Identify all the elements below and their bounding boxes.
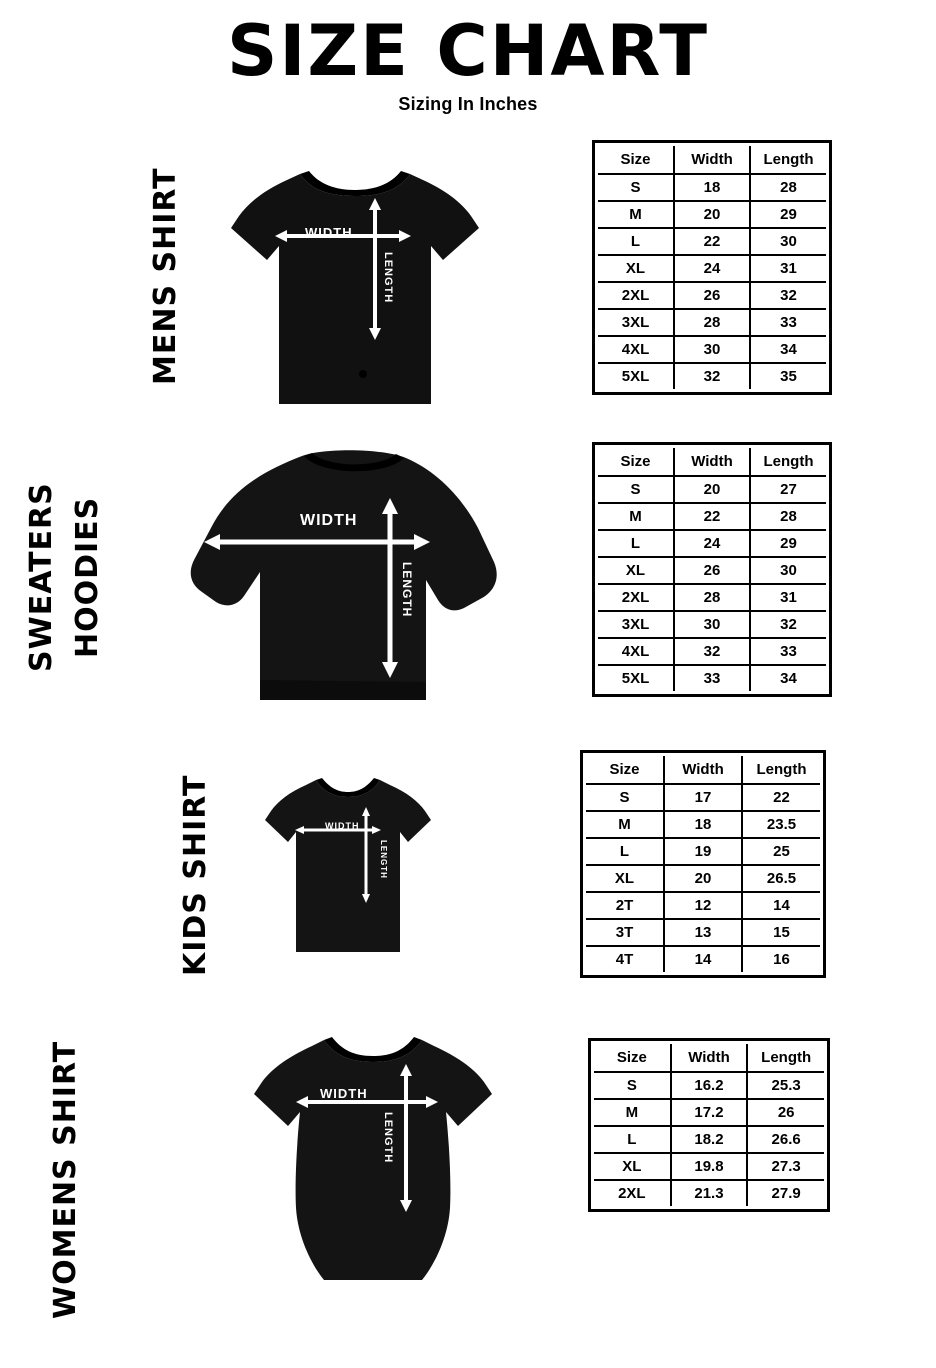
section-kids-shirt <box>0 742 936 1007</box>
col-width: Width <box>664 756 742 784</box>
cell-size: L <box>594 1126 671 1153</box>
section-label-hoodies: HOODIES <box>70 496 105 658</box>
mens-size-table <box>598 146 826 389</box>
cell-width: 20 <box>664 865 742 892</box>
cell-length: 14 <box>742 892 820 919</box>
cell-size: S <box>586 784 664 811</box>
table-row <box>586 811 820 838</box>
col-size: Size <box>598 146 674 174</box>
cell-size: M <box>594 1099 671 1126</box>
col-width: Width <box>674 448 750 476</box>
col-size: Size <box>586 756 664 784</box>
cell-length: 27.9 <box>747 1180 824 1206</box>
cell-length: 16 <box>742 946 820 972</box>
cell-size: L <box>586 838 664 865</box>
cell-width: 20 <box>674 476 750 503</box>
table-row <box>594 1153 824 1180</box>
cell-length: 30 <box>750 557 826 584</box>
col-length: Length <box>747 1044 824 1072</box>
table-row <box>598 336 826 363</box>
cell-size: XL <box>598 557 674 584</box>
table-row <box>594 1072 824 1099</box>
table-header-row <box>598 448 826 476</box>
col-width: Width <box>674 146 750 174</box>
table-row <box>598 255 826 282</box>
cell-size: 3XL <box>598 309 674 336</box>
cell-width: 28 <box>674 584 750 611</box>
womens-size-table-wrap <box>588 1038 830 1212</box>
womens-size-table <box>594 1044 824 1206</box>
table-row <box>594 1126 824 1153</box>
table-row <box>598 665 826 691</box>
cell-size: 2XL <box>598 282 674 309</box>
cell-length: 32 <box>750 611 826 638</box>
womens-length-label: LENGTH <box>382 1112 394 1164</box>
cell-length: 27.3 <box>747 1153 824 1180</box>
table-row <box>598 530 826 557</box>
table-row <box>586 892 820 919</box>
cell-length: 29 <box>750 530 826 557</box>
table-row <box>598 476 826 503</box>
cell-length: 34 <box>750 665 826 691</box>
kids-size-table-wrap <box>580 750 826 978</box>
cell-size: XL <box>594 1153 671 1180</box>
table-header-row <box>594 1044 824 1072</box>
table-row <box>598 638 826 665</box>
cell-width: 26 <box>674 282 750 309</box>
cell-size: S <box>598 174 674 201</box>
table-row <box>598 282 826 309</box>
cell-size: XL <box>586 865 664 892</box>
mens-width-label: WIDTH <box>305 225 353 240</box>
cell-size: 2XL <box>594 1180 671 1206</box>
table-row <box>586 919 820 946</box>
cell-width: 19.8 <box>671 1153 748 1180</box>
cell-width: 18 <box>664 811 742 838</box>
cell-length: 25 <box>742 838 820 865</box>
table-row <box>598 584 826 611</box>
cell-length: 28 <box>750 503 826 530</box>
cell-length: 32 <box>750 282 826 309</box>
section-mens-shirt <box>0 130 936 430</box>
cell-size: XL <box>598 255 674 282</box>
kids-length-label: LENGTH <box>379 840 388 879</box>
table-row <box>594 1099 824 1126</box>
cell-width: 33 <box>674 665 750 691</box>
section-label-kids-shirt: KIDS SHIRT <box>178 774 213 976</box>
mens-width-arrow <box>195 136 515 416</box>
sweaters-size-table <box>598 448 826 691</box>
cell-size: S <box>598 476 674 503</box>
cell-length: 28 <box>750 174 826 201</box>
cell-size: L <box>598 530 674 557</box>
cell-width: 19 <box>664 838 742 865</box>
table-row <box>598 309 826 336</box>
col-size: Size <box>594 1044 671 1072</box>
cell-size: 3T <box>586 919 664 946</box>
cell-length: 26.6 <box>747 1126 824 1153</box>
table-header-row <box>586 756 820 784</box>
cell-width: 32 <box>674 363 750 389</box>
cell-size: 3XL <box>598 611 674 638</box>
col-size: Size <box>598 448 674 476</box>
table-row <box>598 363 826 389</box>
table-row <box>586 946 820 972</box>
cell-length: 29 <box>750 201 826 228</box>
cell-length: 27 <box>750 476 826 503</box>
cell-width: 32 <box>674 638 750 665</box>
cell-size: 2T <box>586 892 664 919</box>
mens-length-label: LENGTH <box>382 252 394 304</box>
sweater-width-label: WIDTH <box>300 512 358 529</box>
table-header-row <box>598 146 826 174</box>
table-row <box>586 784 820 811</box>
table-row <box>598 503 826 530</box>
cell-length: 31 <box>750 255 826 282</box>
cell-width: 22 <box>674 228 750 255</box>
table-row <box>598 174 826 201</box>
cell-width: 17.2 <box>671 1099 748 1126</box>
cell-size: M <box>586 811 664 838</box>
cell-width: 12 <box>664 892 742 919</box>
cell-length: 35 <box>750 363 826 389</box>
sweater-length-label: LENGTH <box>400 562 414 618</box>
cell-width: 30 <box>674 336 750 363</box>
col-length: Length <box>750 146 826 174</box>
cell-size: M <box>598 201 674 228</box>
section-label-mens-shirt: MENS SHIRT <box>148 167 183 385</box>
cell-size: 2XL <box>598 584 674 611</box>
cell-length: 26 <box>747 1099 824 1126</box>
cell-width: 28 <box>674 309 750 336</box>
cell-size: 4XL <box>598 638 674 665</box>
table-row <box>586 865 820 892</box>
col-length: Length <box>750 448 826 476</box>
cell-length: 33 <box>750 638 826 665</box>
cell-size: 4XL <box>598 336 674 363</box>
page-subtitle: Sizing In Inches <box>398 94 538 114</box>
womens-width-label: WIDTH <box>320 1086 368 1101</box>
table-row <box>586 838 820 865</box>
table-row <box>598 228 826 255</box>
cell-width: 17 <box>664 784 742 811</box>
cell-size: 4T <box>586 946 664 972</box>
page-header <box>0 0 936 115</box>
cell-size: 5XL <box>598 363 674 389</box>
cell-width: 21.3 <box>671 1180 748 1206</box>
sweatshirt-measure-arrows <box>182 432 522 722</box>
womens-measure-arrows <box>228 1028 518 1298</box>
cell-length: 15 <box>742 919 820 946</box>
cell-size: S <box>594 1072 671 1099</box>
cell-width: 30 <box>674 611 750 638</box>
cell-length: 33 <box>750 309 826 336</box>
cell-size: M <box>598 503 674 530</box>
cell-width: 24 <box>674 255 750 282</box>
kids-size-table <box>586 756 820 972</box>
cell-length: 25.3 <box>747 1072 824 1099</box>
page-title: SIZE CHART <box>226 10 710 92</box>
cell-width: 24 <box>674 530 750 557</box>
mens-size-table-wrap <box>592 140 832 395</box>
cell-length: 31 <box>750 584 826 611</box>
cell-width: 26 <box>674 557 750 584</box>
cell-length: 30 <box>750 228 826 255</box>
cell-length: 22 <box>742 784 820 811</box>
cell-width: 13 <box>664 919 742 946</box>
table-row <box>598 201 826 228</box>
table-row <box>594 1180 824 1206</box>
table-row <box>598 557 826 584</box>
cell-width: 18 <box>674 174 750 201</box>
cell-width: 16.2 <box>671 1072 748 1099</box>
cell-length: 26.5 <box>742 865 820 892</box>
cell-width: 20 <box>674 201 750 228</box>
cell-width: 22 <box>674 503 750 530</box>
cell-size: L <box>598 228 674 255</box>
section-label-womens-shirt: WOMENS SHIRT <box>48 1040 83 1320</box>
table-row <box>598 611 826 638</box>
section-label-sweaters: SWEATERS <box>24 482 59 672</box>
col-length: Length <box>742 756 820 784</box>
kids-width-label: WIDTH <box>325 821 360 831</box>
cell-width: 14 <box>664 946 742 972</box>
section-sweaters-hoodies <box>0 432 936 732</box>
section-womens-shirt <box>0 1000 936 1360</box>
cell-length: 34 <box>750 336 826 363</box>
cell-width: 18.2 <box>671 1126 748 1153</box>
col-width: Width <box>671 1044 748 1072</box>
cell-size: 5XL <box>598 665 674 691</box>
kids-measure-arrows <box>248 770 448 970</box>
cell-length: 23.5 <box>742 811 820 838</box>
sweaters-size-table-wrap <box>592 442 832 697</box>
